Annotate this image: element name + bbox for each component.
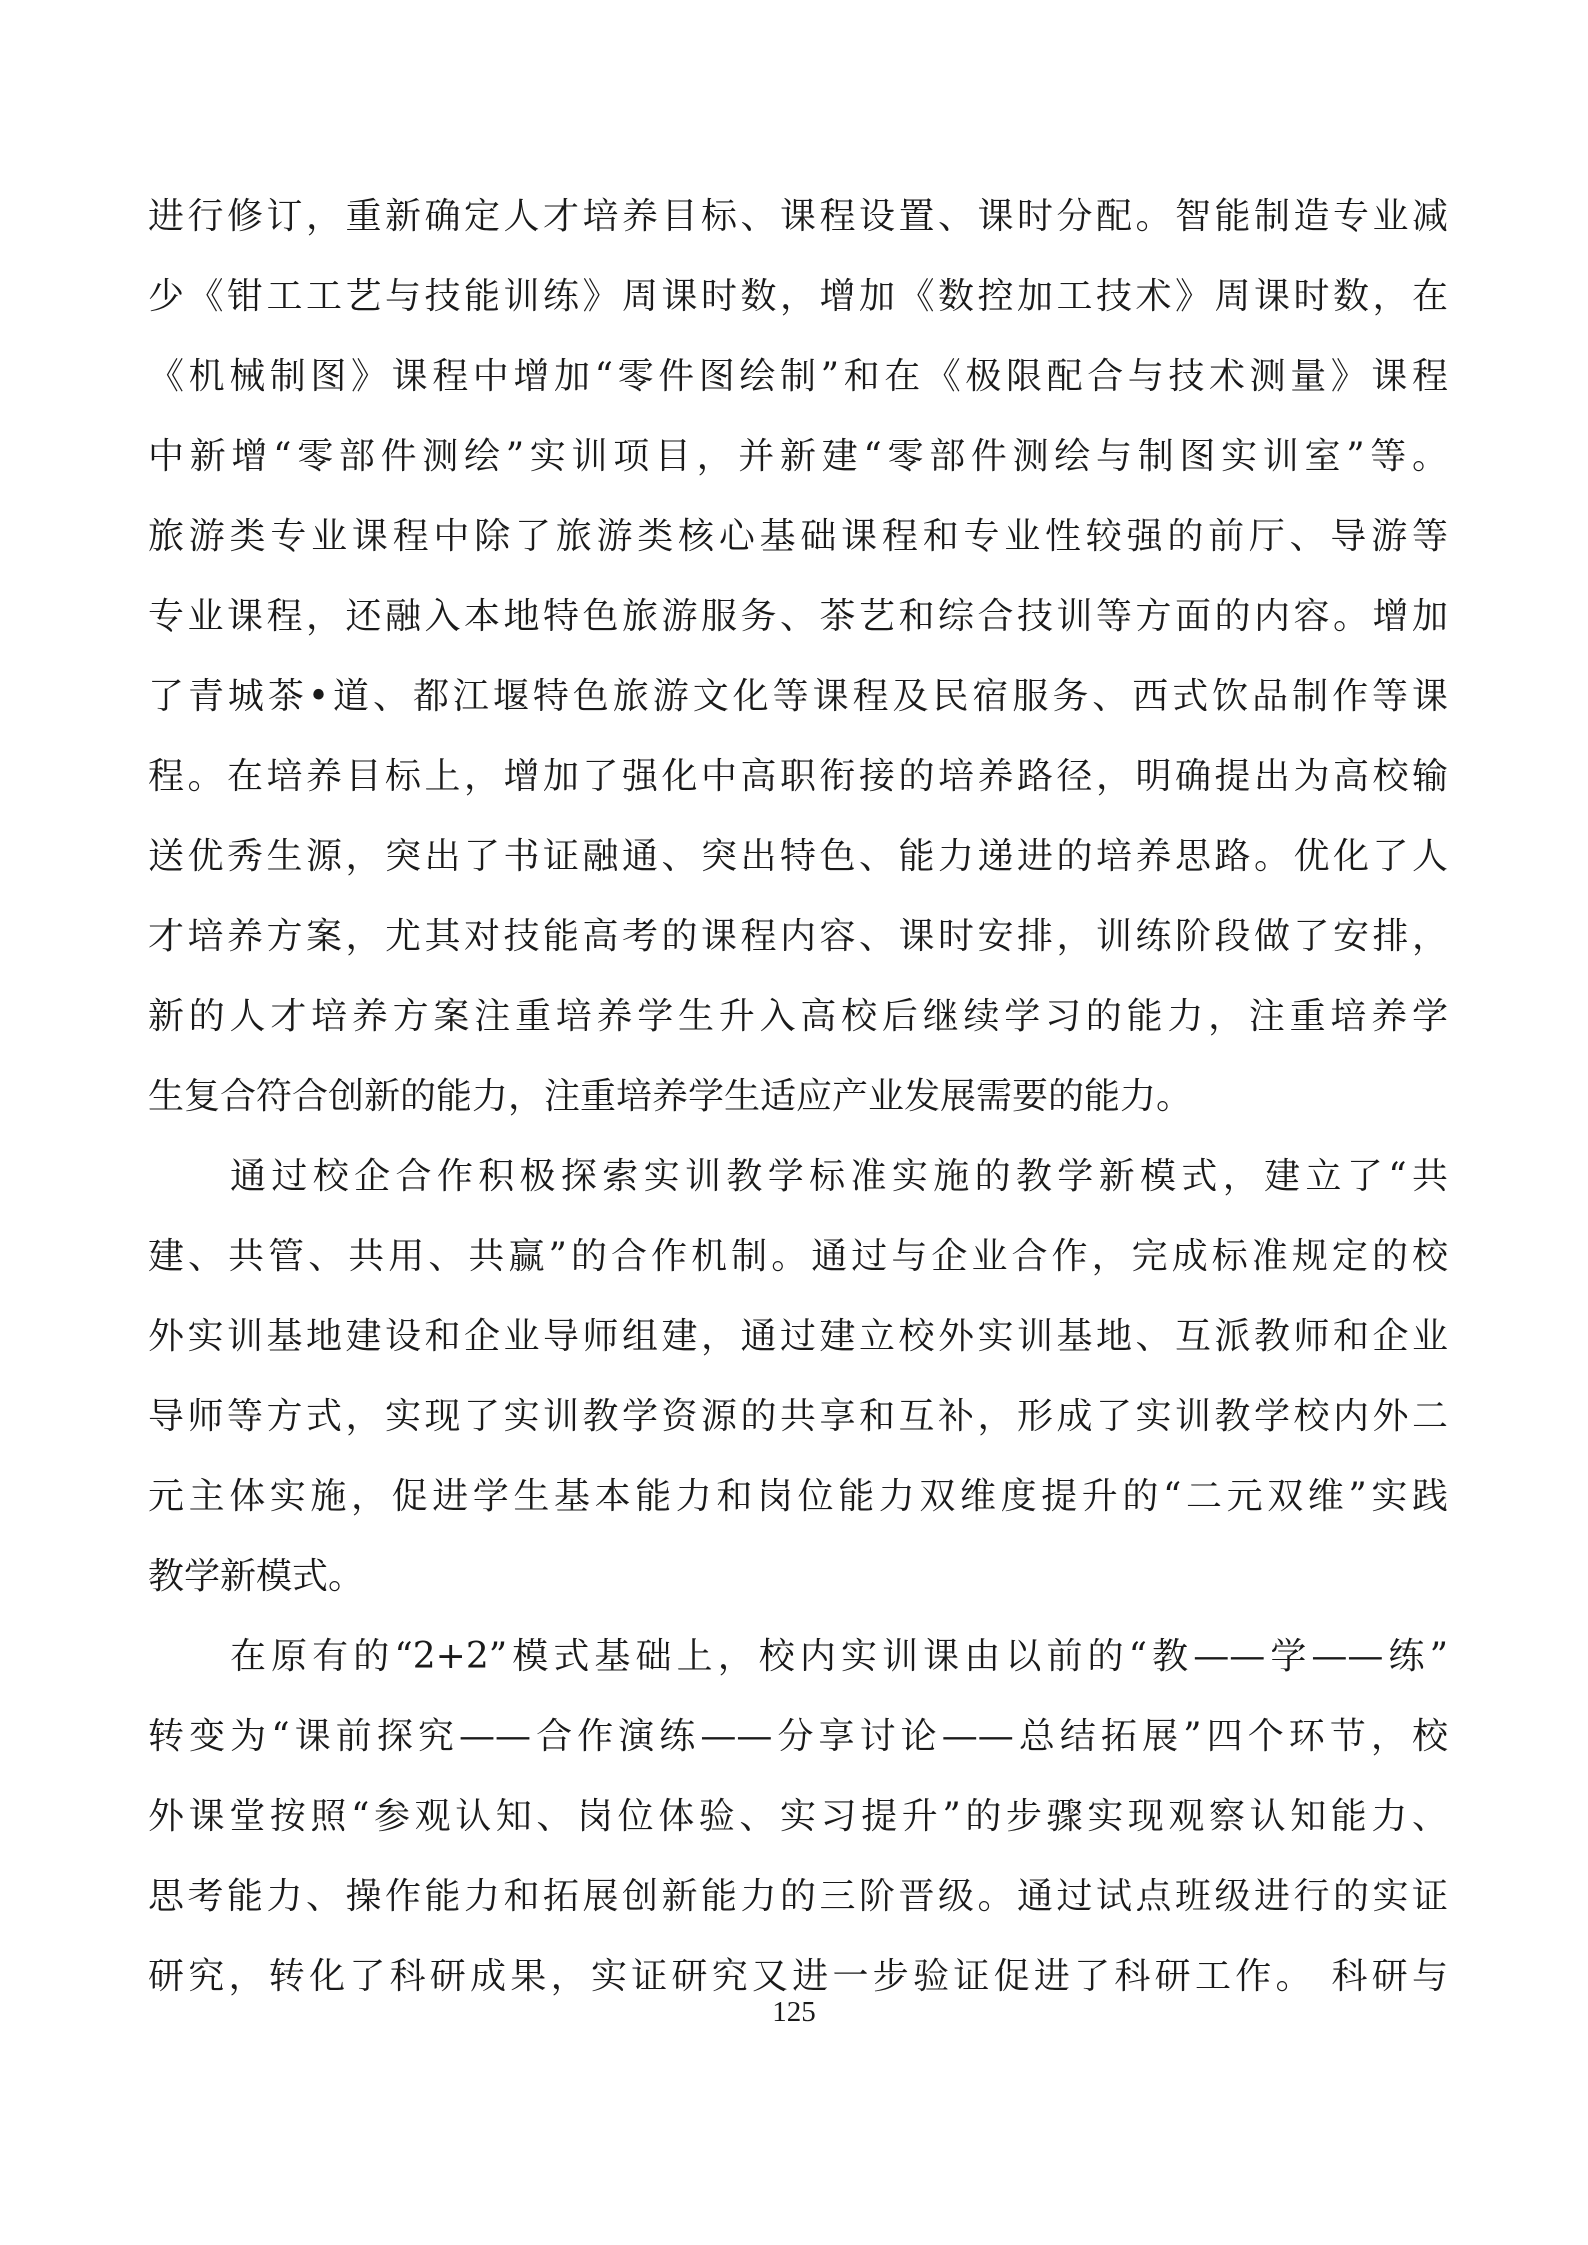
text-line: 教学新模式。	[148, 1556, 365, 1597]
text-line: 建、共管、共用、共赢”的合作机制。通过与企业合作，完成标准规定的校	[148, 1236, 1448, 1277]
text-line: 才培养方案，尤其对技能高考的课程内容、课时安排，训练阶段做了安排，	[148, 916, 1448, 957]
text-line: 外实训基地建设和企业导师组建，通过建立校外实训基地、互派教师和企业	[148, 1316, 1448, 1357]
text-line: 研究，转化了科研成果，实证研究又进一步验证促进了科研工作。 科研与	[148, 1956, 1448, 1997]
text-line: 通过校企合作积极探索实训教学标准实施的教学新模式，建立了“共	[230, 1156, 1448, 1197]
text-line: 程。在培养目标上，增加了强化中高职衔接的培养路径，明确提出为高校输	[148, 756, 1448, 797]
text-line: 少《钳工工艺与技能训练》周课时数，增加《数控加工技术》周课时数，在	[148, 276, 1448, 317]
text-line: 《机械制图》课程中增加“零件图绘制”和在《极限配合与技术测量》课程	[148, 356, 1448, 397]
text-line: 中新增“零部件测绘”实训项目，并新建“零部件测绘与制图实训室”等。	[148, 436, 1448, 477]
text-line: 转变为“课前探究——合作演练——分享讨论——总结拓展”四个环节，校	[148, 1716, 1448, 1757]
text-line: 生复合符合创新的能力，注重培养学生适应产业发展需要的能力。	[148, 1076, 1193, 1117]
text-line: 导师等方式，实现了实训教学资源的共享和互补，形成了实训教学校内外二	[148, 1396, 1448, 1437]
text-line: 了青城茶•道、都江堰特色旅游文化等课程及民宿服务、西式饮品制作等课	[148, 676, 1448, 717]
page-number: 125	[772, 1996, 816, 2028]
text-line: 专业课程，还融入本地特色旅游服务、茶艺和综合技训等方面的内容。增加	[148, 596, 1448, 637]
text-line: 在原有的“2+2”模式基础上，校内实训课由以前的“教——学——练”	[230, 1636, 1448, 1677]
text-line: 元主体实施，促进学生基本能力和岗位能力双维度提升的“二元双维”实践	[148, 1476, 1448, 1517]
text-line: 思考能力、操作能力和拓展创新能力的三阶晋级。通过试点班级进行的实证	[148, 1876, 1448, 1917]
body-text	[148, 177, 1448, 2017]
text-line: 外课堂按照“参观认知、岗位体验、实习提升”的步骤实现观察认知能力、	[148, 1796, 1448, 1837]
text-line: 旅游类专业课程中除了旅游类核心基础课程和专业性较强的前厅、导游等	[148, 516, 1448, 557]
text-line: 进行修订，重新确定人才培养目标、课程设置、课时分配。智能制造专业减	[148, 196, 1448, 237]
text-line: 送优秀生源，突出了书证融通、突出特色、能力递进的培养思路。优化了人	[148, 836, 1448, 877]
text-line: 新的人才培养方案注重培养学生升入高校后继续学习的能力，注重培养学	[148, 996, 1448, 1037]
